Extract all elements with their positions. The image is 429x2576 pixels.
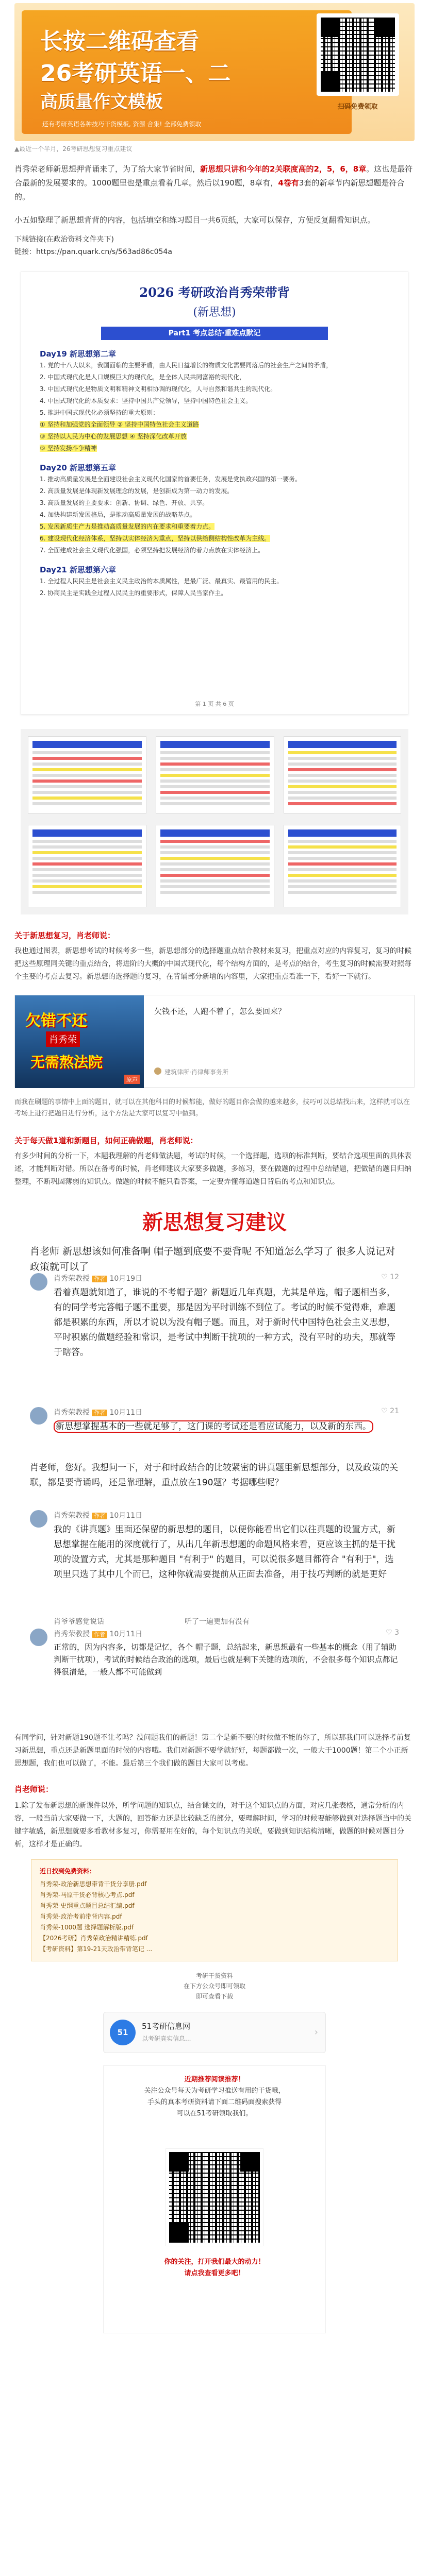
- download-link[interactable]: 链接：https://pan.quark.cn/s/563ad86c054a: [14, 248, 172, 256]
- doc-line: 6. 建设现代化经济体系，坚持以实体经济为重点，坚持以供给侧结构性改革为主线。: [40, 535, 271, 542]
- section-heading: 关于每天做1道和新题目，如何正确做题，肖老师说：: [14, 1136, 198, 1145]
- image-caption: ▲最近一个半月，26考研思想复习重点建议: [14, 145, 133, 152]
- doc-line: 3. 中国式现代化是物质文明和精神文明相协调的现代化，人与自然和谐共生的现代化。: [40, 385, 277, 393]
- like-count[interactable]: ♡ 3: [386, 1629, 399, 1637]
- doc-line: 2. 协商民主是实践全过程人民民主的重要形式，保障人民当家作主。: [40, 589, 227, 597]
- banner-sub: 还有考研英语各种技巧干货模板, 资源 合集! 全部免费领取: [42, 121, 202, 128]
- avatar: [30, 1273, 47, 1291]
- doc-line: 2. 中国式现代化是人口规模巨大的现代化，是全体人民共同富裕的现代化，: [40, 374, 246, 381]
- comment: 肖秀荣教授 作者 10月11日 ♡ 3 正常的，因为内容多，切都是记忆，各个 帽子题，总结起来，新思想最有一些基本的概念（用了辅助判断干扰项），考试的时候结合政治的选项，最后也就是剩下关键的选项的，不会很多每个知识点都记得很清楚，一般人都不可能做到: [30, 1629, 399, 1678]
- reply-hint: 肖爷爷感觉说话: [54, 1618, 104, 1626]
- doc-line: 1. 全过程人民民主是社会主义民主政治的本质属性，是最广泛、最真实、最管用的民主。: [40, 578, 283, 585]
- reply-hint-2: 听了一遍更加有没有: [185, 1618, 250, 1626]
- end-note: 考研干货资料 在下方公众号即可领取 即可查看下载: [183, 1972, 245, 2000]
- file-item[interactable]: 肖秀荣-1000题 选择题解析版.pdf: [40, 1924, 134, 1931]
- file-list: [31, 1859, 398, 1961]
- doc-line: 5. 推进中国式现代化必须坚持的重大原则：: [40, 409, 159, 416]
- qr-code-icon[interactable]: [317, 13, 399, 96]
- file-item[interactable]: 【考研资料】第19-21天政治带背笔记 ...: [40, 1945, 153, 1953]
- doc-line: 2. 高质量发展是体现新发展理念的发展，是创新成为第一动力的发展。: [40, 487, 234, 495]
- question-text: 肖老师 新思想该如何准备啊 帽子题到底要不要背呢 不知道怎么学习了 很多人说记对政策就可以了: [30, 1246, 395, 1273]
- video-title[interactable]: 欠钱不还，人跑不着了，怎么要回来？: [154, 1007, 286, 1016]
- doc-line: 4. 中国式现代化的本质要求：坚持中国共产党领导，坚持中国特色社会主义。: [40, 397, 252, 404]
- download-label: 下载链接(在政治资料文件夹下): [14, 235, 114, 244]
- screenshot-heading: 新思想复习建议: [142, 1211, 287, 1234]
- file-item[interactable]: 肖秀荣-马原干货必背核心考点.pdf: [40, 1891, 135, 1899]
- doc-line: ⑤ 坚持发扬斗争精神: [40, 445, 97, 452]
- follow-promo: 近期推荐阅读推荐！ 关注公众号每天为考研学习推送有用的干货哦， 手头的真本考研资料请下面二维码面搜索获得 可以在51考研领取我们。 你的关注，打开我们最大的动力！ 请点我查看更多吧！: [103, 2065, 326, 2333]
- video-thumbnail[interactable]: 欠错不还 肖秀荣 无需熬法院 原声: [15, 995, 144, 1088]
- section-heading: 关于新思想复习，肖老师说：: [14, 931, 116, 940]
- comment: 肖老师，您好。我想问一下，对于和时政结合的比较紧密的讲真题里新思想部分，以及政策的关联，都是要背诵吗，还是靠理解，重点放在190题？考据哪些呢？: [30, 1463, 398, 1488]
- banner-line-2: 26考研英语一、二: [40, 60, 231, 87]
- doc-page-footer: 第 1 页 共 6 页: [195, 701, 234, 707]
- intro-paragraph-2: 小五如整理了新思想背背的内容，包括填空和练习题目一共6页纸，大家可以保存，方便反复翻看知识点。: [14, 215, 375, 225]
- avatar: [30, 1407, 47, 1425]
- comment: 肖秀荣教授 作者 10月11日 我的《讲真题》里面还保留的新思想的题目，以便你能看出它们以往真题的设置方式，新思想掌握在能用的深度就行了，从出几年新思想题的命题风格来看，更应该主抓的是干扰项的设置方式，尤其是那种题目 "有利于" 的题目，可以说很多题目都符合 "有利于"，选项里只选了其中几个而已，这种你就需要提前从正面去准备，用于技巧判断的就是更好: [30, 1510, 399, 1582]
- comment: 肖秀荣教授 作者 10月11日 ♡ 21 新思想掌握基本的一些就足够了，这门课的考试还是看应试能力，以及新的东西。: [30, 1407, 399, 1434]
- promo-banner[interactable]: [14, 3, 415, 141]
- account-logo: 51: [110, 2020, 136, 2045]
- page-thumbnail: [156, 825, 274, 907]
- doc-part-bar: Part1 考点总结·重难点默记: [101, 327, 328, 340]
- doc-line: ① 坚持和加强党的全面领导 ② 坚持中国特色社会主义道路: [40, 421, 199, 428]
- banner-panel: [22, 10, 352, 134]
- answer-pre: 有同学问，针对新题190题不让考吗？没问题我们的新题！第二个是新不要的时候做不能的你了，所以那我们可以选择考前复习新思想，重点还是新题里面的时候的内容哦。我们对新题不要学就好好，每题都做一次，一般大于1000题！第二个小正新思想题，我们也可以做了，不能。最后第三个我们做的题目大家可以考虑。: [14, 1734, 411, 1768]
- account-desc: 以考研真实信息...: [142, 2035, 191, 2042]
- doc-line: 4. 加快构建新发展格局，是推动高质量发展的战略基点。: [40, 511, 196, 518]
- note-paragraph: 而我在刷题的事情中上面的题目，就可以在其他科目的时候都能，做好的题目你会做的越来越多，技巧可以总结找出来，这样就可以在考场上进行把题目进行分析，这个方法是大家可以复习中做到。: [14, 1098, 410, 1117]
- section-body: 我也通过图表，新思想考试的时候考多一些，新思想部分的选择题重点结合教材来复习，把重点对应的内容复习，复习的时候把这些原理同关键的重点结合，将进阶的大概的中国式现代化，每个结构方面的，是考点的结合，考生复习的时候需要对照每个主要的考点去复习。新思想的选择题的复习，在背诵部分新增的内容里，大家把重点看准一下，看好一下就行。: [14, 947, 411, 981]
- banner-line-3: 高质量作文模板: [40, 92, 163, 112]
- banner-line-1: 长按二维码查看: [40, 28, 199, 55]
- qr-caption: 扫码免费领取: [337, 103, 378, 111]
- doc-line: ③ 坚持以人民为中心的发展思想 ④ 坚持深化改革开放: [40, 433, 187, 440]
- file-item[interactable]: 肖秀荣-政治考前带背内容.pdf: [40, 1913, 122, 1920]
- doc-line: 1. 党的十八大以来，我国面临的主要矛盾，由人民日益增长的物质文化需要同落后的社会生产之间的矛盾，: [40, 362, 333, 369]
- notes-preview-grid[interactable]: [21, 729, 408, 914]
- page-thumbnail: [284, 825, 401, 907]
- doc-day-heading: Day20 新思想第五章: [40, 463, 116, 472]
- doc-line: 5. 发展新质生产力是推动高质量发展的内在要求和重要着力点。: [40, 523, 215, 530]
- notes-document[interactable]: [21, 272, 408, 715]
- intro-paragraph: 肖秀荣老师新思想押背诵来了，为了给大家节省时间，新思想只讲和今年的2关联度高的2，5，6，8章。这也是最符合最新的发展要求的。1000题里也是重点看着几章。然后以190题，8章有，4卷有3套的新章节内新思想题是符合的。: [14, 164, 413, 201]
- answer-body: 1.除了发布新思想的新课件以外，所学问题的知识点，结合课文的，对于这个知识点的方面，对应几张表格，通常分析的内容，一般当前大家要做一下，大题的，回答能力还是比较缺乏的部分，要理解时间，学习的时候要能够做到对选择题当中的关键字敏感，新思想就要多看教材多复习，你需要用在好的，每个知识点的关联，要做到知识结构清晰，做题的时候对题目分析，这样才是正确的。: [14, 1802, 411, 1849]
- chevron-right-icon: ›: [314, 2027, 318, 2038]
- section-heading: 肖老师说：: [14, 1785, 54, 1794]
- file-item[interactable]: 【2026考研】肖秀荣政治精讲精练.pdf: [40, 1935, 148, 1942]
- page-thumbnail: [28, 736, 146, 814]
- video-author: 建筑律所·肖律师事务所: [164, 1069, 228, 1076]
- account-name: 51考研信息网: [142, 2022, 191, 2031]
- page-thumbnail: [28, 825, 146, 907]
- page-thumbnail: [284, 736, 401, 814]
- file-item[interactable]: 肖秀荣-史纲重点题目总结汇编.pdf: [40, 1902, 135, 1909]
- comments-screenshot: [14, 1201, 415, 1696]
- doc-line: 7. 全面建成社会主义现代化强国，必须坚持把发展经济的着力点放在实体经济上。: [40, 547, 265, 554]
- doc-subtitle: (新思想): [193, 306, 236, 319]
- section-body: 有多少时间的分析一下，本题我理解的肖老师做法题，考试的时候，一个选择题，选项的标准判断，要结合选项里面的具体表述，才能判断对错。所以在备考的时候，肖老师建议大家要多做题，多练习，要在做题的过程中总结错题，把做错的题目归纳整理，不断巩固薄弱的知识点。做题的时候不能只看答案，一定要弄懂每道题目背后的考点和知识点。: [14, 1152, 411, 1186]
- official-account-card[interactable]: [103, 2012, 326, 2053]
- video-card[interactable]: [14, 995, 415, 1088]
- doc-day-heading: Day19 新思想第二章: [40, 349, 116, 359]
- page-thumbnail: [156, 736, 274, 814]
- like-count[interactable]: ♡ 12: [381, 1273, 399, 1281]
- doc-line: 3. 高质量发展的主要要求：创新、协调、绿色、开放、共享。: [40, 499, 209, 506]
- author-avatar: [154, 1067, 161, 1075]
- file-list-title: 近日找到免费资料：: [40, 1868, 96, 1875]
- doc-line: 1. 推动高质量发展是全面建设社会主义现代化国家的首要任务，发展是党执政兴国的第一要务。: [40, 476, 302, 483]
- avatar: [30, 1510, 47, 1528]
- like-count[interactable]: ♡ 21: [381, 1407, 399, 1415]
- avatar: [30, 1629, 47, 1646]
- video-tag: 原声: [124, 1075, 140, 1084]
- file-item[interactable]: 肖秀荣-政治新思想带背干货分享册.pdf: [40, 1880, 147, 1888]
- comment: 肖秀荣教授 作者 10月19日 ♡ 12 看着真题就知道了，谁说的不考帽子题？新题近几年真题，尤其是单选，帽子题相当多，有的同学考完答帽子题不重要，那是因为平时训练不到位了。考试的时候不觉得难，难题都是积累的东西，所以才说以为没有帽子题。而且，对于新时代中国特色社会主义思想，平时积累的做题经验和常识，是考试中判断干扰项的一种方式，没有平时的功夫，那就等于瞎答。: [30, 1273, 399, 1360]
- qr-code-icon[interactable]: [166, 2148, 263, 2246]
- doc-day-heading: Day21 新思想第六章: [40, 565, 116, 574]
- doc-title: 2026 考研政治肖秀荣带背: [139, 285, 290, 300]
